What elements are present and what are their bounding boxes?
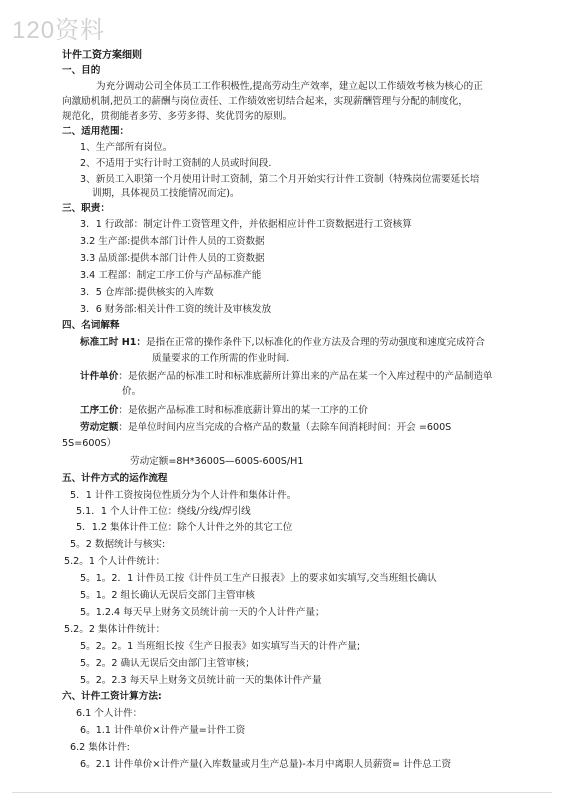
section-heading-purpose: 一、目的 <box>62 65 101 76</box>
list-item: 5．1.2 集体计件工位：除个人计件之外的其它工位 <box>76 522 293 533</box>
definition-line: 劳动定额：是单位时间内应当完成的合格产品的数量（去除车间消耗时间：开会 =600S <box>80 422 452 433</box>
list-item: 2、不适用于实行计时工资制的人员或时间段. <box>80 158 272 169</box>
definition-continuation: 5S=600S） <box>62 438 117 449</box>
formula: 劳动定额=8H*3600S—600S-600S/H1 <box>130 456 304 467</box>
list-item: 5。1。2 组长确认无误后交部门主管审核 <box>80 590 255 601</box>
definition-line: 计件单价：是依据产品的标准工时和标准底薪所计算出来的产品在某一个入库过程中的产品制造单 <box>80 371 493 382</box>
list-item: 6。2.1 计件单价×计件产量(入库数量或月生产总量)-本月中离职人员薪资= 计件总工资 <box>80 759 452 770</box>
list-item: 5。2。2.3 每天早上财务文员统计前一天的集体计件产量 <box>80 675 322 686</box>
paragraph-line: 为充分调动公司全体员工工作积极性,提高劳动生产效率，建立起以工作绩效考核为核心的正 <box>96 81 483 92</box>
list-item: 3.3 品质部:提供本部门计件人员的工资数据 <box>80 253 265 264</box>
definition-term: 工序工价 <box>80 405 119 416</box>
section-heading-definitions: 四、名词解释 <box>62 320 120 331</box>
list-item: 5。1.2.4 每天早上财务文员统计前一天的个人计件产量； <box>80 607 325 618</box>
definition-line: 标准工时 H1：是指在正常的操作条件下,以标准化的作业方法及合理的劳动强度和速度完成符合 <box>80 337 485 348</box>
definition-continuation: 价。 <box>122 386 142 397</box>
list-item: 5。2 数据统计与核实: <box>70 539 166 550</box>
definition-term: 计件单价 <box>80 371 119 382</box>
list-item: 5.2。2 集体计件统计： <box>64 624 166 635</box>
list-item: 6.2 集体计件: <box>70 742 130 753</box>
list-item: 5。2。2。1 当班组长按《生产日报表》如实填写当天的计件产量; <box>80 641 361 652</box>
list-item: 6。1.1 计件单价×计件产量=计件工资 <box>80 725 246 736</box>
list-item: 3．1 行政部：制定计件工资管理文件，并依据相应计件工资数据进行工资核算 <box>80 219 412 230</box>
paragraph-line: 规范化，贯彻能者多劳、多劳多得、奖优罚劣的原则。 <box>62 111 293 122</box>
definition-term: 标准工时 H1： <box>80 337 147 348</box>
list-item: 3.2 生产部:提供本部门计件人员的工资数据 <box>80 236 265 247</box>
page-bottom-rule <box>12 792 552 793</box>
definition-term: 劳动定额 <box>80 422 119 433</box>
watermark-logo: 120资料 <box>12 17 106 44</box>
list-item: 3.4 工程部：制定工序工价与产品标准产能 <box>80 270 262 281</box>
list-item: 5.1．1 个人计件工位：绕线/分线/焊引线 <box>76 506 251 517</box>
list-item: 1、生产部所有岗位。 <box>80 142 173 153</box>
list-item: 5.2。1 个人计件统计： <box>64 556 166 567</box>
section-heading-workflow: 五、计件方式的运作流程 <box>62 473 168 484</box>
section-heading-duties: 三、职责： <box>62 203 110 214</box>
section-heading-calculation: 六、计件工资计算方法: <box>62 691 162 702</box>
list-item-continuation: 训期，具体视员工技能情况而定)。 <box>92 188 240 199</box>
paragraph-line: 向激励机制,把员工的薪酬与岗位责任、工作绩效密切结合起来，实现薪酬管理与分配的制度化， <box>62 96 468 107</box>
definition-line: 工序工价：是依据产品标准工时和标准底薪计算出的某一工序的工价 <box>80 405 368 416</box>
document-title: 计件工资方案细则 <box>62 50 142 61</box>
list-item: 5．1 计件工资按岗位性质分为个人计件和集体计件。 <box>70 490 297 501</box>
definition-continuation: 质量要求的工作所需的作业时间. <box>152 353 290 364</box>
list-item: 6.1 个人计件： <box>76 708 143 719</box>
list-item: 3．6 财务部:相关计件工资的统计及审核发放 <box>80 304 272 315</box>
section-heading-scope: 二、适用范围： <box>62 126 130 137</box>
list-item: 3、新员工入职第一个月使用计时工资制，第二个月开始实行计件工资制（特殊岗位需要延长培 <box>80 174 480 185</box>
list-item: 5。2。2 确认无误后交由部门主管审核； <box>80 658 255 669</box>
list-item: 5。1。2．1 计件员工按《计件员工生产日报表》上的要求如实填写,交当班组长确认 <box>80 573 437 584</box>
list-item: 3．5 仓库部:提供核实的入库数 <box>80 287 214 298</box>
